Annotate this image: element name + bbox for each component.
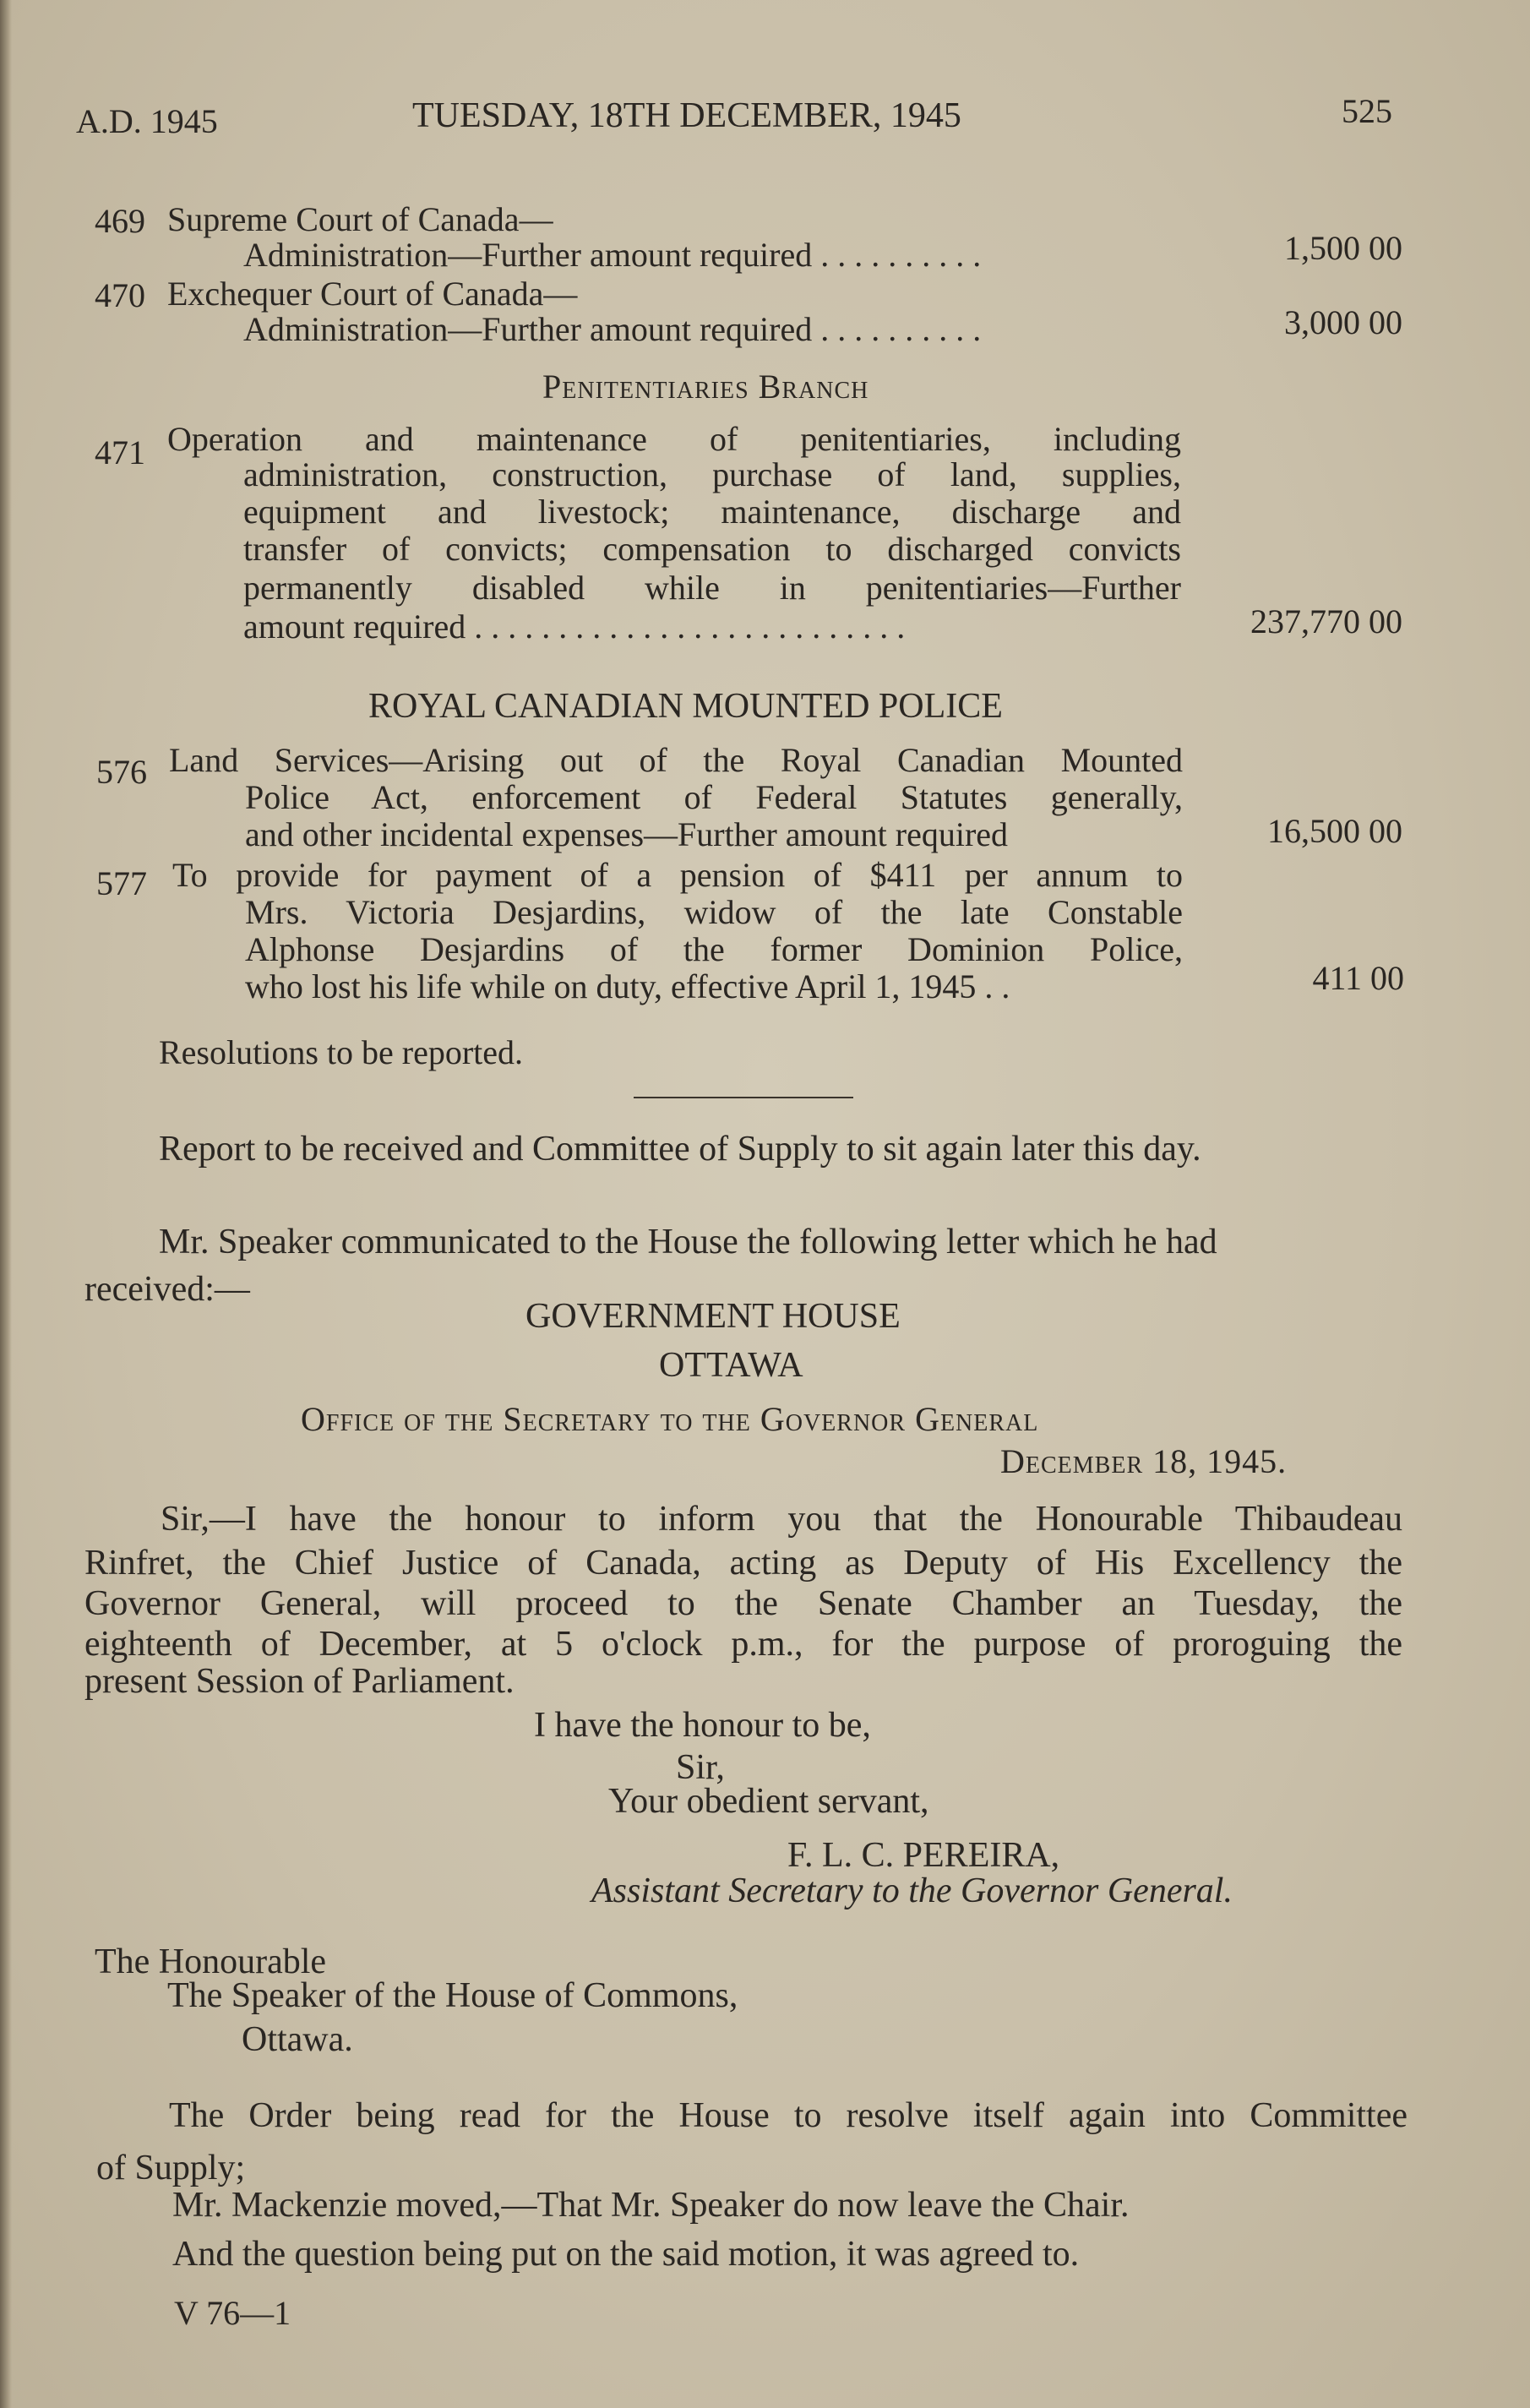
divider-rule bbox=[634, 1097, 853, 1098]
section-heading-rcmp: ROYAL CANADIAN MOUNTED POLICE bbox=[368, 687, 1003, 726]
item-number: 470 bbox=[95, 276, 145, 314]
item-number: 471 bbox=[95, 433, 145, 471]
item-line: and other incidental expenses—Further amount required bbox=[245, 815, 1009, 853]
letter-closing: I have the honour to be, bbox=[534, 1706, 871, 1745]
letter-address: Ottawa. bbox=[242, 2020, 353, 2059]
letter-signatory-title: Assistant Secretary to the Governor General. bbox=[591, 1871, 1233, 1910]
item-amount: 1,500 00 bbox=[1284, 229, 1402, 267]
item-amount: 16,500 00 bbox=[1267, 812, 1402, 850]
order-line: The Order being read for the House to resolve itself again into Committee bbox=[169, 2096, 1407, 2135]
item-line: Operation and maintenance of penitentiaries, including bbox=[167, 420, 1181, 458]
item-detail: Administration—Further amount required . . . . . . . . . . bbox=[243, 310, 982, 348]
item-title: Exchequer Court of Canada— bbox=[167, 275, 578, 313]
item-amount: 237,770 00 bbox=[1250, 602, 1402, 640]
letter-closing: Your obedient servant, bbox=[608, 1782, 929, 1821]
item-line: Land Services—Arising out of the Royal Canadian Mounted bbox=[169, 741, 1183, 779]
letter-signatory: F. L. C. PEREIRA, bbox=[787, 1836, 1060, 1875]
letter-office: Office of the Secretary to the Governor General bbox=[301, 1400, 1039, 1438]
binding-edge bbox=[0, 0, 12, 2408]
item-line: Police Act, enforcement of Federal Statutes generally, bbox=[245, 778, 1183, 816]
item-number: 576 bbox=[96, 753, 147, 791]
letter-house: GOVERNMENT HOUSE bbox=[525, 1297, 901, 1336]
order-motion: Mr. Mackenzie moved,—That Mr. Speaker do now leave the Chair. bbox=[172, 2186, 1130, 2225]
order-question: And the question being put on the said motion, it was agreed to. bbox=[172, 2235, 1080, 2274]
item-amount: 3,000 00 bbox=[1284, 303, 1402, 341]
section-heading-penitentiaries: Penitentiaries Branch bbox=[542, 368, 869, 406]
letter-city: OTTAWA bbox=[659, 1346, 803, 1385]
item-line: transfer of convicts; compensation to discharged convicts bbox=[243, 530, 1181, 568]
page-number: 525 bbox=[1342, 92, 1392, 130]
speaker-intro-line: Mr. Speaker communicated to the House the following letter which he had bbox=[159, 1223, 1217, 1261]
item-line: who lost his life while on duty, effective April 1, 1945 . . bbox=[245, 967, 1010, 1005]
item-line: permanently disabled while in penitentiaries—Further bbox=[243, 569, 1181, 607]
letter-body-line: eighteenth of December, at 5 o'clock p.m., for the purpose of proroguing the bbox=[84, 1625, 1402, 1664]
item-line: To provide for payment of a pension of $411 per annum to bbox=[172, 856, 1183, 894]
header-year: A.D. 1945 bbox=[76, 102, 218, 140]
letter-body-line: Rinfret, the Chief Justice of Canada, acting as Deputy of His Excellency the bbox=[84, 1544, 1402, 1583]
item-title: Supreme Court of Canada— bbox=[167, 200, 553, 238]
item-number: 577 bbox=[96, 864, 147, 902]
item-amount: 411 00 bbox=[1312, 959, 1404, 997]
item-line: Mrs. Victoria Desjardins, widow of the late Constable bbox=[245, 893, 1183, 931]
order-line: of Supply; bbox=[96, 2149, 246, 2187]
footer-signature: V 76—1 bbox=[174, 2294, 291, 2332]
letter-address: The Honourable bbox=[95, 1942, 327, 1981]
item-number: 469 bbox=[95, 202, 145, 240]
letter-body-line: Sir,—I have the honour to inform you that the Honourable Thibaudeau bbox=[161, 1500, 1402, 1539]
item-line: amount required . . . . . . . . . . . . . . . . . . . . . . . . . . bbox=[243, 607, 906, 646]
letter-body-line: Governor General, will proceed to the Senate Chamber an Tuesday, the bbox=[84, 1584, 1402, 1623]
speaker-intro-line: received:— bbox=[84, 1270, 250, 1309]
letter-closing: Sir, bbox=[676, 1748, 725, 1787]
letter-date: December 18, 1945. bbox=[1000, 1442, 1288, 1480]
item-line: administration, construction, purchase of land, supplies, bbox=[243, 455, 1181, 493]
letter-address: The Speaker of the House of Commons, bbox=[167, 1976, 738, 2015]
item-line: equipment and livestock; maintenance, discharge and bbox=[243, 493, 1181, 531]
header-date: TUESDAY, 18TH DECEMBER, 1945 bbox=[412, 96, 961, 135]
item-line: Alphonse Desjardins of the former Dominion Police, bbox=[245, 930, 1183, 968]
resolutions-note: Resolutions to be reported. bbox=[159, 1033, 524, 1071]
report-note: Report to be received and Committee of Supply to sit again later this day. bbox=[159, 1130, 1201, 1169]
letter-body-line: present Session of Parliament. bbox=[84, 1662, 515, 1701]
item-detail: Administration—Further amount required . . . . . . . . . . bbox=[243, 236, 982, 274]
